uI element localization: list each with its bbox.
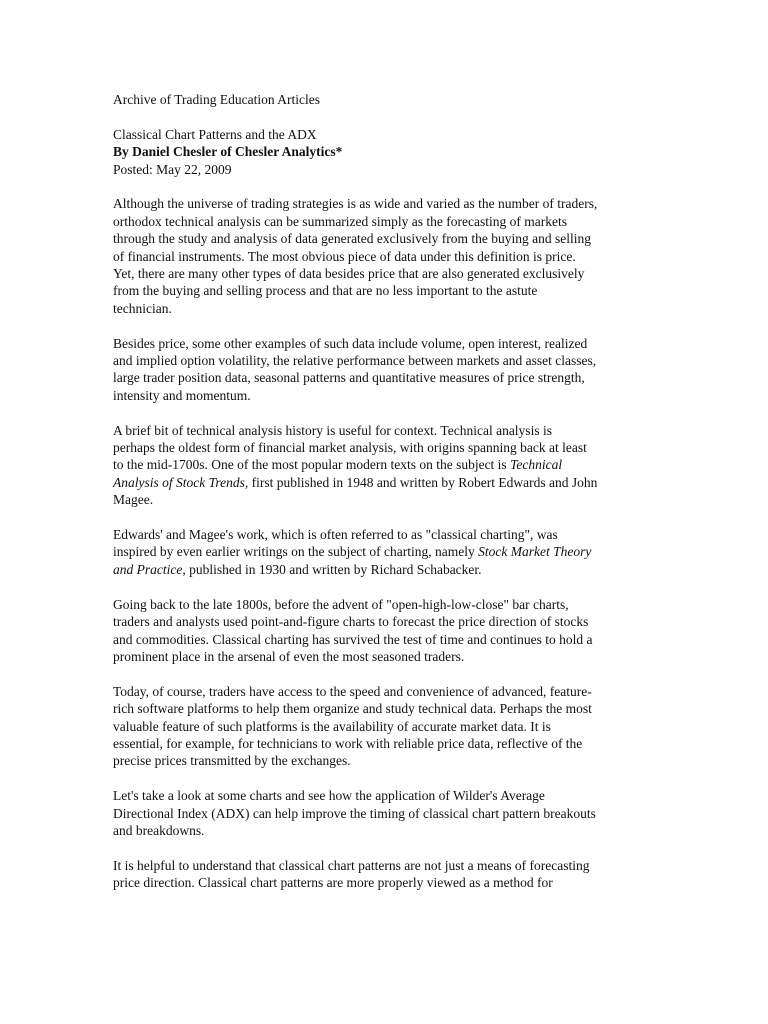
paragraph-line: from the buying and selling process and that are no less important to the astute [113, 283, 538, 299]
paragraph-line: of financial instruments. The most obvious piece of data under this definition is price. [113, 248, 576, 264]
paragraph-line: Directional Index (ADX) can help improve the timing of classical chart pattern breakouts [113, 805, 596, 821]
paragraph-line [113, 456, 658, 473]
paragraph-line: prominent place in the arsenal of even the most seasoned traders. [113, 648, 465, 664]
article-body [113, 91, 658, 909]
byline: By Daniel Chesler of Chesler Analytics* [113, 144, 343, 160]
paragraph-line: precise prices transmitted by the exchanges. [113, 753, 351, 769]
paragraph-line: Let's take a look at some charts and see how the application of Wilder's Average [113, 788, 545, 804]
text-run: to the mid-1700s. One of the most popular modern texts on the subject is [113, 457, 511, 473]
article-title: Classical Chart Patterns and the ADX [113, 126, 317, 142]
paragraph-line [113, 474, 658, 491]
archive-title: Archive of Trading Education Articles [113, 92, 320, 107]
paragraph-line: through the study and analysis of data generated exclusively from the buying and selling [113, 231, 592, 247]
paragraph-2 [113, 335, 658, 405]
posted-date: Posted: May 22, 2009 [113, 161, 232, 177]
paragraph-line: and commodities. Classical charting has survived the test of time and continues to hold a [113, 631, 593, 647]
paragraph-line: Today, of course, traders have access to the speed and convenience of advanced, feature- [113, 683, 592, 699]
book-title-italic: Analysis of Stock Trends [113, 474, 245, 490]
paragraph-line: technician. [113, 300, 172, 316]
paragraph-line: Going back to the late 1800s, before the advent of "open-high-low-close" bar charts, [113, 596, 569, 612]
text-run: inspired by even earlier writings on the subject of charting, namely [113, 544, 479, 560]
paragraph-line: orthodox technical analysis can be summarized simply as the forecasting of markets [113, 213, 567, 229]
paragraph-line: A brief bit of technical analysis history is useful for context. Technical analysis is [113, 422, 552, 438]
paragraph-line: Yet, there are many other types of data besides price that are also generated exclusively [113, 266, 585, 282]
paragraph-line [113, 543, 658, 560]
paragraph-1 [113, 195, 658, 317]
book-title-italic: Technical [510, 457, 563, 473]
paragraph-3 [113, 422, 658, 509]
paragraph-line: Besides price, some other examples of such data include volume, open interest, realized [113, 335, 588, 351]
paragraph-line: large trader position data, seasonal patterns and quantitative measures of price strength, [113, 370, 585, 386]
paragraph-line: perhaps the oldest form of financial market analysis, with origins spanning back at least [113, 440, 587, 456]
paragraph-line: essential, for example, for technicians to work with reliable price data, reflective of the [113, 735, 583, 751]
paragraph-line [113, 561, 658, 578]
paragraph-8 [113, 857, 658, 892]
text-run: , first published in 1948 and written by Robert Edwards and John [244, 474, 598, 490]
paragraph-line: rich software platforms to help them organize and study technical data. Perhaps the most [113, 701, 592, 717]
paragraph-line: price direction. Classical chart patterns are more properly viewed as a method for [113, 875, 553, 891]
paragraph-line: It is helpful to understand that classical chart patterns are not just a means of forecasting [113, 857, 590, 873]
paragraph-5 [113, 596, 658, 666]
text-run: , published in 1930 and written by Richard Schabacker. [182, 561, 482, 577]
paragraph-line: Although the universe of trading strategies is as wide and varied as the number of traders, [113, 196, 598, 212]
paragraph-line: Magee. [113, 492, 154, 508]
book-title-italic: and Practice [113, 561, 183, 577]
book-title-italic: Stock Market Theory [478, 544, 592, 560]
paragraph-4 [113, 526, 658, 578]
paragraph-line: valuable feature of such platforms is the availability of accurate market data. It is [113, 718, 551, 734]
paragraph-line: and implied option volatility, the relative performance between markets and asset classes, [113, 353, 597, 369]
paragraph-line: and breakdowns. [113, 822, 205, 838]
paragraph-7 [113, 787, 658, 839]
paragraph-line: traders and analysts used point-and-figure charts to forecast the price direction of stocks [113, 614, 589, 630]
paragraph-6 [113, 683, 658, 770]
paragraph-line: Edwards' and Magee's work, which is often referred to as "classical charting", was [113, 527, 558, 543]
paragraph-line: intensity and momentum. [113, 387, 251, 403]
